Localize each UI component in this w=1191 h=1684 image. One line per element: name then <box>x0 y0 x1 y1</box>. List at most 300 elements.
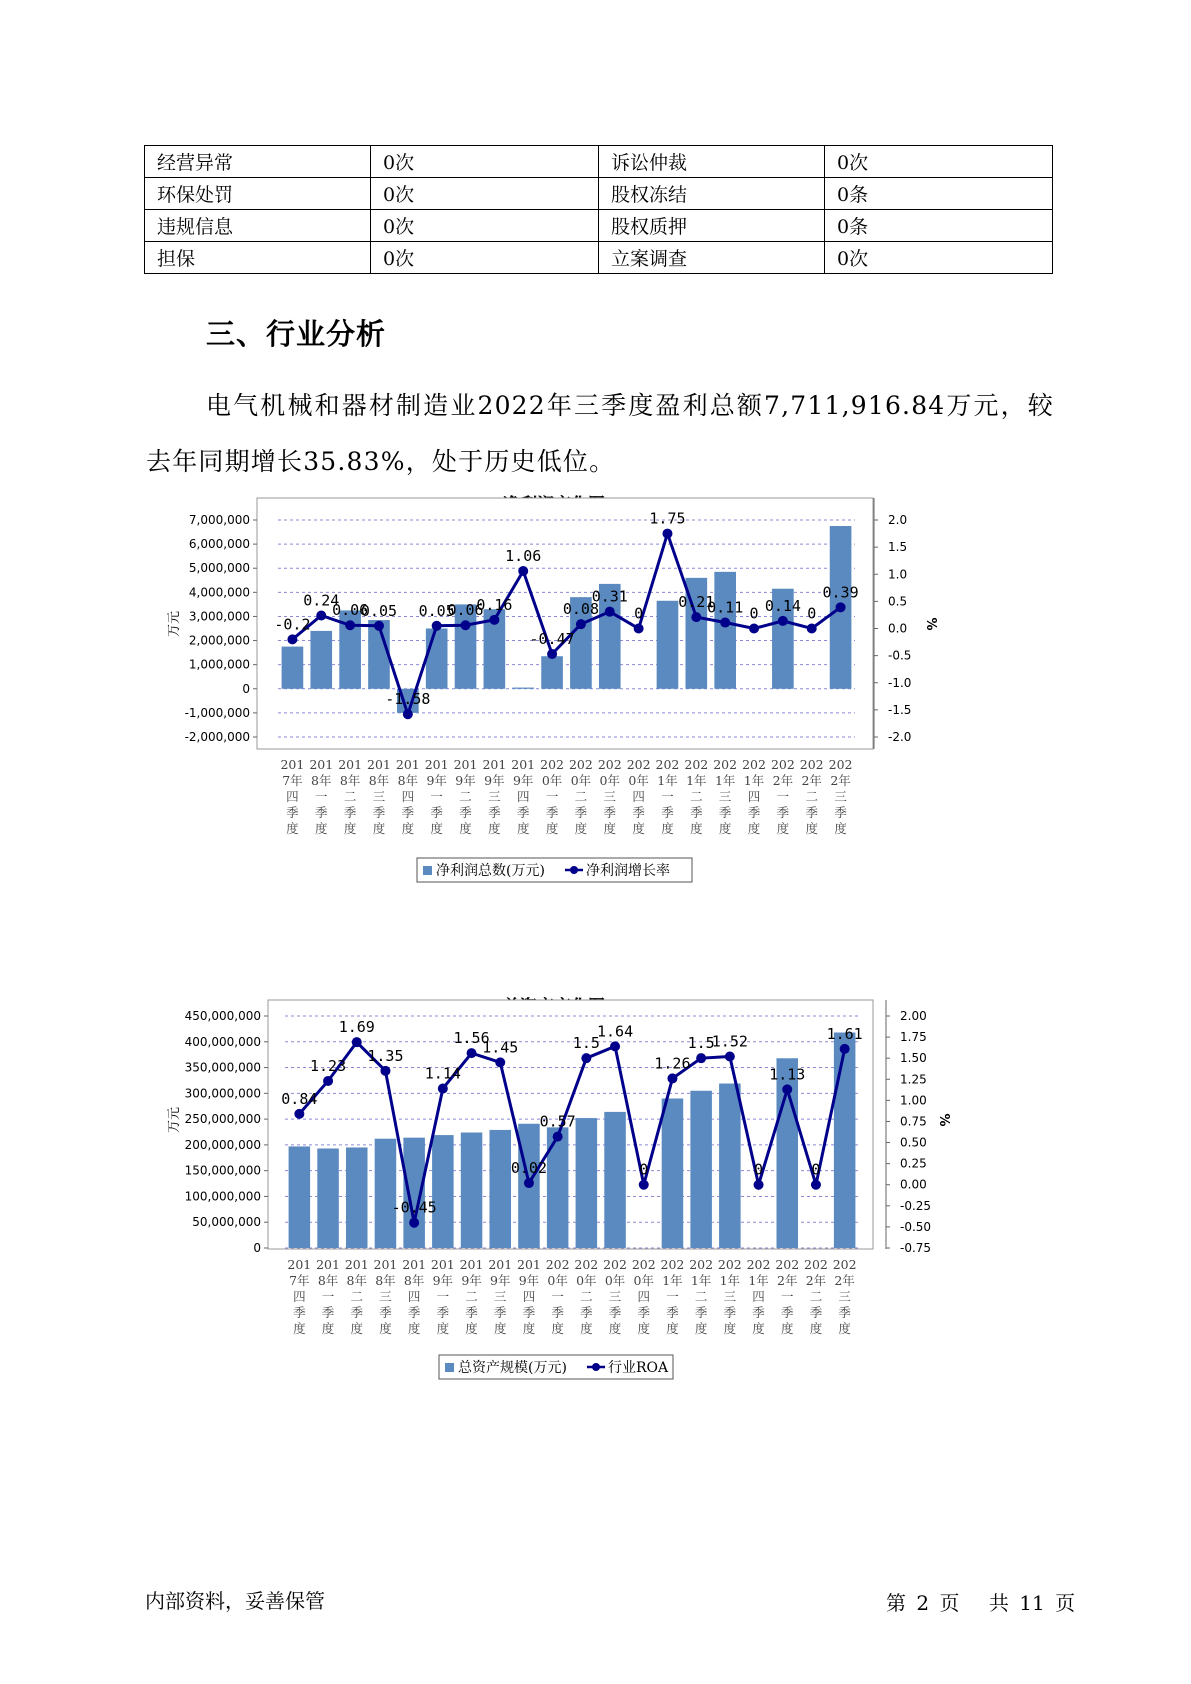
y-tick-label: 1,000,000 <box>188 657 250 672</box>
x-tick-label-line: 四 <box>401 789 415 804</box>
x-tick-label-line: 季 <box>372 805 386 820</box>
x-tick-label <box>661 1257 685 1336</box>
x-tick-label-line: 度 <box>293 1321 306 1336</box>
x-tick-label <box>689 1257 713 1336</box>
x-tick-label-line: 三 <box>603 789 617 804</box>
table-cell: 0次 <box>371 210 599 242</box>
x-tick-label-line: 2年 <box>801 773 822 788</box>
x-tick-label-line: 度 <box>838 1321 851 1336</box>
bar <box>426 629 448 689</box>
y2-tick-label: -0.75 <box>900 1241 932 1255</box>
bar <box>317 1148 339 1248</box>
x-tick-label-line: 季 <box>293 1305 306 1320</box>
y2-tick-label: 0.50 <box>900 1135 927 1150</box>
bar <box>461 1133 483 1248</box>
x-tick-label-line: 度 <box>465 1321 478 1336</box>
x-tick-label-line: 度 <box>637 1321 651 1336</box>
table-cell: 诉讼仲裁 <box>599 146 825 178</box>
x-tick-label-line: 度 <box>488 821 501 836</box>
risk-summary-table <box>144 145 1053 274</box>
x-tick-label-line: 202 <box>713 757 738 772</box>
x-tick-label <box>482 757 506 836</box>
line-point <box>725 1051 735 1061</box>
y-tick-label: 100,000,000 <box>184 1189 261 1204</box>
x-tick-label-line: 度 <box>286 821 299 836</box>
x-tick-label-line: 度 <box>522 1321 536 1336</box>
data-label: 0.08 <box>562 600 599 619</box>
data-label: -1.58 <box>385 690 431 709</box>
x-tick-label-line: 三 <box>723 1289 737 1304</box>
x-tick-label-line: 度 <box>493 1321 507 1336</box>
x-tick-label-line: 二 <box>465 1289 478 1304</box>
x-tick-label-line: 季 <box>752 1305 765 1320</box>
table-row <box>145 210 1053 242</box>
y-tick-label: 0 <box>253 1241 261 1255</box>
bar <box>489 1130 511 1248</box>
line-point <box>316 610 326 620</box>
y-tick-label: 5,000,000 <box>188 561 250 576</box>
x-tick-label-line: 201 <box>488 1257 513 1272</box>
y-tick-label: 6,000,000 <box>188 537 250 552</box>
x-tick-label <box>367 757 391 836</box>
x-tick-label-line: 202 <box>832 1257 857 1272</box>
x-tick-label-line: 季 <box>516 805 530 820</box>
line-point <box>662 529 672 539</box>
x-tick-label-line: 季 <box>430 805 443 820</box>
data-label: 1.56 <box>453 1029 490 1048</box>
x-tick-label-line: 一 <box>545 789 559 804</box>
x-tick-label-line: 二 <box>574 789 588 804</box>
bar <box>432 1135 454 1248</box>
x-tick-label-line: 三 <box>718 789 732 804</box>
x-tick-label <box>402 1257 426 1336</box>
legend-line-marker <box>570 866 578 874</box>
bar <box>282 647 304 689</box>
x-tick-label-line: 2年 <box>834 1273 855 1288</box>
x-tick-label <box>598 757 622 836</box>
x-tick-label-line: 一 <box>661 789 674 804</box>
x-tick-label <box>775 1257 799 1336</box>
data-label: -0.45 <box>391 1198 437 1217</box>
line-point <box>553 1132 563 1142</box>
line-point <box>547 649 557 659</box>
y-tick-label: 300,000,000 <box>184 1086 261 1101</box>
x-tick-label-line: 季 <box>321 1305 335 1320</box>
bar <box>714 572 736 689</box>
x-tick-label-line: 季 <box>574 805 588 820</box>
x-tick-label-line: 四 <box>516 789 530 804</box>
x-tick-label-line: 9年 <box>461 1273 482 1288</box>
x-tick-label <box>316 1257 340 1336</box>
legend-bar-label: 总资产规模(万元) <box>458 1360 567 1376</box>
x-tick-label-line: 一 <box>666 1289 679 1304</box>
data-label: 0.57 <box>539 1112 576 1131</box>
x-tick-label-line: 7年 <box>282 773 303 788</box>
x-tick-label-line: 0年 <box>599 773 621 788</box>
x-tick-label <box>684 757 708 836</box>
x-tick-label <box>425 757 449 836</box>
x-tick-label-line: 201 <box>309 757 334 772</box>
legend-line-marker <box>592 1363 600 1371</box>
x-tick-label-line: 度 <box>401 821 415 836</box>
data-label: 1.13 <box>769 1065 806 1084</box>
x-tick-label-line: 季 <box>694 1305 708 1320</box>
industry-summary-paragraph: 电气机械和器材制造业2022年三季度盈利总额7,711,916.84万元，较去年同期增长35.83%，处于历史低位。 <box>146 391 1054 476</box>
x-tick-label-line: 201 <box>316 1257 340 1272</box>
data-label: 0.06 <box>332 601 369 620</box>
x-tick-label <box>800 757 824 836</box>
x-tick-label-line: 201 <box>344 1257 369 1272</box>
y2-tick-label: 1.00 <box>900 1093 927 1108</box>
bar <box>662 1098 684 1248</box>
x-tick-label-line: 度 <box>372 821 386 836</box>
total-assets-chart <box>150 990 1150 1460</box>
x-tick-label-line: 季 <box>661 805 674 820</box>
x-tick-label-line: 2年 <box>830 773 851 788</box>
x-tick-label-line: 季 <box>632 805 645 820</box>
table-cell: 0次 <box>825 242 1053 274</box>
x-tick-label-line: 8年 <box>403 1273 425 1288</box>
x-tick-label-line: 季 <box>723 1305 737 1320</box>
x-tick-label-line: 二 <box>343 789 357 804</box>
x-tick-label-line: 季 <box>690 805 703 820</box>
line-point <box>634 624 644 634</box>
bar <box>690 1091 712 1248</box>
x-tick-label-line: 二 <box>694 1289 708 1304</box>
y2-tick-label: 1.25 <box>900 1072 927 1087</box>
line-point <box>294 1109 304 1119</box>
line-point <box>403 709 413 719</box>
x-tick-label <box>569 757 593 836</box>
data-label: 0.84 <box>281 1089 318 1108</box>
table-row <box>145 146 1053 178</box>
legend-bar-swatch <box>445 1363 454 1372</box>
data-label: 0.06 <box>447 601 484 620</box>
x-tick-label-line: 四 <box>632 789 645 804</box>
line-point <box>581 1053 591 1063</box>
line-point <box>778 616 788 626</box>
table-row <box>145 178 1053 210</box>
y2-tick-label: 0.25 <box>900 1156 927 1171</box>
bar <box>541 656 563 689</box>
data-label: 0 <box>811 1160 821 1179</box>
x-tick-label-line: 8年 <box>346 1273 367 1288</box>
y2-tick-label: 1.75 <box>900 1030 927 1045</box>
x-axis-labels <box>280 757 852 836</box>
data-label: 0.14 <box>764 596 801 615</box>
data-label: 1.75 <box>649 509 686 528</box>
x-tick-label-line: 季 <box>465 1305 478 1320</box>
y-tick-label: 450,000,000 <box>184 1009 261 1023</box>
x-tick-label-line: 8年 <box>311 773 332 788</box>
x-tick-label-line: 季 <box>401 805 415 820</box>
x-tick-label-line: 季 <box>666 1305 679 1320</box>
x-tick-label-line: 7年 <box>289 1273 310 1288</box>
x-tick-label-line: 一 <box>321 1289 335 1304</box>
x-tick-label-line: 201 <box>287 1257 312 1272</box>
x-tick-label-line: 季 <box>809 1305 823 1320</box>
line-point <box>610 1041 620 1051</box>
x-tick-label-line: 202 <box>655 757 680 772</box>
x-tick-label-line: 季 <box>805 805 818 820</box>
x-tick-label-line: 度 <box>809 1321 823 1336</box>
y-tick-label: 150,000,000 <box>184 1163 261 1178</box>
x-tick-label-line: 二 <box>459 789 472 804</box>
data-label: 1.26 <box>654 1054 691 1073</box>
x-tick-label-line: 季 <box>603 805 617 820</box>
x-axis-labels <box>287 1257 856 1336</box>
y2-axis-label: % <box>936 1113 951 1127</box>
legend <box>439 1355 673 1379</box>
x-tick-label-line: 2年 <box>772 773 794 788</box>
y2-tick-label: 0.0 <box>888 621 908 636</box>
x-tick-label-line: 202 <box>540 757 565 772</box>
x-tick-label-line: 度 <box>834 821 847 836</box>
line-point <box>696 1053 706 1063</box>
line-point <box>489 615 499 625</box>
x-tick-label <box>338 757 362 836</box>
data-label: 0.24 <box>303 591 340 610</box>
x-tick-label-line: 季 <box>379 1305 392 1320</box>
x-tick-label-line: 二 <box>350 1289 364 1304</box>
bar <box>512 688 534 689</box>
x-tick-label-line: 二 <box>690 789 703 804</box>
table-cell: 0条 <box>825 178 1053 210</box>
data-label: 0.39 <box>822 583 859 602</box>
x-tick-label-line: 0年 <box>604 1273 626 1288</box>
x-tick-label-line: 三 <box>379 1289 392 1304</box>
x-tick-label-line: 0年 <box>576 1273 597 1288</box>
table-row <box>145 242 1053 274</box>
page-current: 2 <box>916 1591 930 1615</box>
bar <box>289 1146 311 1248</box>
x-tick-label-line: 度 <box>747 821 761 836</box>
y2-tick-label: -0.5 <box>888 648 912 663</box>
y-tick-label: -2,000,000 <box>184 730 250 744</box>
y-tick-label: 0 <box>242 681 250 696</box>
x-tick-label-line: 一 <box>780 1289 794 1304</box>
x-tick-label <box>460 1257 484 1336</box>
x-tick-label-line: 201 <box>430 1257 455 1272</box>
line-point <box>840 1044 850 1054</box>
data-label: 1.06 <box>505 546 542 565</box>
x-tick-label <box>280 757 304 836</box>
bar <box>657 601 679 689</box>
x-tick-label-line: 季 <box>343 805 357 820</box>
x-tick-label-line: 8年 <box>339 773 361 788</box>
x-tick-label-line: 202 <box>545 1257 570 1272</box>
x-tick-label-line: 9年 <box>512 773 534 788</box>
data-label: 0 <box>634 604 644 623</box>
line-point <box>720 618 730 628</box>
x-tick-label-line: 201 <box>402 1257 427 1272</box>
bar <box>719 1084 741 1248</box>
x-tick-label-line: 202 <box>689 1257 714 1272</box>
x-tick-label-line: 度 <box>580 1321 593 1336</box>
x-tick-label-line: 三 <box>372 789 386 804</box>
line-point <box>461 620 471 630</box>
table-cell: 0次 <box>371 178 599 210</box>
data-label: 0 <box>807 604 817 623</box>
y-tick-label: 2,000,000 <box>188 633 250 648</box>
x-tick-label-line: 季 <box>747 805 761 820</box>
x-tick-label-line: 季 <box>522 1305 536 1320</box>
y2-tick-label: -2.0 <box>888 730 912 744</box>
data-label: 1.69 <box>338 1018 375 1037</box>
x-tick-label-line: 8年 <box>375 1273 396 1288</box>
data-label: 0 <box>639 1160 649 1179</box>
bar <box>547 1127 569 1248</box>
x-tick-label-line: 201 <box>424 757 449 772</box>
x-tick-label-line: 202 <box>597 757 622 772</box>
y2-tick-label: 1.5 <box>888 540 908 555</box>
y-tick-label: 3,000,000 <box>188 609 250 624</box>
x-tick-label-line: 季 <box>718 805 732 820</box>
x-tick-label-line: 0年 <box>628 773 649 788</box>
x-tick-label-line: 季 <box>493 1305 507 1320</box>
x-tick-label-line: 201 <box>517 1257 541 1272</box>
x-tick-label-line: 度 <box>379 1321 392 1336</box>
total-unit: 页 <box>1055 1591 1076 1615</box>
x-tick-label-line: 度 <box>350 1321 364 1336</box>
x-tick-label-line: 201 <box>338 757 363 772</box>
data-label: 1.64 <box>596 1022 634 1041</box>
x-tick-label-line: 202 <box>746 1257 771 1272</box>
x-tick-label-line: 202 <box>799 757 824 772</box>
data-label: 1.23 <box>309 1056 347 1075</box>
x-tick-label-line: 201 <box>511 757 536 772</box>
x-tick-label-line: 季 <box>459 805 472 820</box>
legend <box>417 858 692 882</box>
x-tick-label <box>627 757 651 836</box>
data-label: -0.2 <box>274 615 311 634</box>
line-point <box>782 1084 792 1094</box>
table-cell: 违规信息 <box>145 210 371 242</box>
x-tick-label <box>309 757 333 836</box>
x-tick-label-line: 季 <box>834 805 847 820</box>
bar <box>310 631 332 689</box>
x-tick-label-line: 2年 <box>805 1273 827 1288</box>
legend-line-label: 净利润增长率 <box>586 863 670 879</box>
x-tick-label <box>656 757 680 836</box>
x-tick-label <box>546 1257 570 1336</box>
y2-tick-label: 1.50 <box>900 1051 927 1066</box>
x-tick-label-line: 季 <box>608 1305 622 1320</box>
footer-page-number <box>884 1587 1077 1616</box>
x-tick-label-line: 0年 <box>570 773 592 788</box>
x-tick-label-line: 201 <box>453 757 478 772</box>
x-tick-label-line: 度 <box>459 821 472 836</box>
legend-bar-swatch <box>423 866 432 875</box>
table-cell: 环保处罚 <box>145 178 371 210</box>
x-tick-label-line: 三 <box>488 789 501 804</box>
line-point <box>807 624 817 634</box>
legend-bar-label: 净利润总数(万元) <box>436 863 545 879</box>
x-tick-label <box>396 757 420 836</box>
x-tick-label-line: 四 <box>747 789 761 804</box>
x-tick-label-line: 202 <box>804 1257 828 1272</box>
x-tick-label <box>431 1257 455 1336</box>
x-tick-label-line: 202 <box>775 1257 800 1272</box>
x-tick-label-line: 四 <box>407 1289 421 1304</box>
x-tick-label-line: 202 <box>684 757 709 772</box>
y2-axis-label: % <box>923 617 938 631</box>
x-tick-label-line: 0年 <box>633 1273 654 1288</box>
line-point <box>749 624 759 634</box>
x-tick-label-line: 1年 <box>714 773 736 788</box>
line-point <box>323 1076 333 1086</box>
x-tick-label-line: 0年 <box>547 1273 568 1288</box>
x-tick-label-line: 一 <box>436 1289 450 1304</box>
x-tick-label-line: 度 <box>805 821 818 836</box>
x-tick-label-line: 度 <box>661 821 674 836</box>
x-tick-label-line: 202 <box>574 1257 599 1272</box>
data-label: -0.47 <box>529 629 575 648</box>
y-tick-label: 400,000,000 <box>184 1034 261 1049</box>
x-tick-label-line: 0年 <box>541 773 563 788</box>
x-tick-label-line: 四 <box>522 1289 536 1304</box>
x-tick-label <box>488 1257 512 1336</box>
x-tick-label-line: 一 <box>430 789 443 804</box>
line-point <box>576 619 586 629</box>
x-tick-label-line: 度 <box>666 1321 679 1336</box>
x-tick-label <box>574 1257 598 1336</box>
data-label: 0.31 <box>591 587 628 606</box>
net-profit-chart <box>150 488 1150 958</box>
data-label: 1.61 <box>826 1024 863 1043</box>
x-tick-label-line: 度 <box>608 1321 622 1336</box>
x-tick-label-line: 度 <box>436 1321 450 1336</box>
x-tick-label-line: 201 <box>280 757 305 772</box>
x-tick-label-line: 度 <box>723 1321 737 1336</box>
x-tick-label-line: 201 <box>482 757 507 772</box>
y-tick-label: 250,000,000 <box>184 1112 261 1127</box>
x-tick-label-line: 季 <box>350 1305 364 1320</box>
y-tick-label: -1,000,000 <box>184 705 250 720</box>
line-point <box>345 620 355 630</box>
line-point <box>811 1180 821 1190</box>
bar <box>375 1139 397 1248</box>
y2-tick-label: 1.0 <box>888 567 908 582</box>
x-tick-label-line: 8年 <box>368 773 390 788</box>
y-tick-label: 4,000,000 <box>188 585 250 600</box>
x-tick-label-line: 1年 <box>748 1273 769 1288</box>
x-tick-label-line: 202 <box>717 1257 742 1272</box>
x-tick-label-line: 四 <box>286 789 299 804</box>
x-tick-label-line: 季 <box>436 1305 450 1320</box>
line-point <box>667 1073 677 1083</box>
x-tick-label-line: 一 <box>315 789 328 804</box>
table-cell: 经营异常 <box>145 146 371 178</box>
total-assets-chart-svg <box>150 990 1150 1460</box>
x-tick-label <box>345 1257 369 1336</box>
x-tick-label-line: 度 <box>632 821 645 836</box>
line-point <box>495 1057 505 1067</box>
x-tick-label-line: 度 <box>315 821 328 836</box>
x-tick-label-line: 度 <box>430 821 443 836</box>
data-label: 0.02 <box>510 1159 548 1178</box>
x-tick-label-line: 8年 <box>397 773 419 788</box>
y2-tick-label: 0.5 <box>888 594 908 609</box>
line-point <box>380 1066 390 1076</box>
y-axis-label: 万元 <box>167 610 182 638</box>
x-tick-label <box>454 757 478 836</box>
x-tick-label-line: 202 <box>770 757 795 772</box>
x-tick-label-line: 三 <box>834 789 847 804</box>
y-axis-label: 万元 <box>167 1106 182 1134</box>
x-tick-label <box>833 1257 857 1336</box>
table-cell: 0次 <box>371 242 599 274</box>
